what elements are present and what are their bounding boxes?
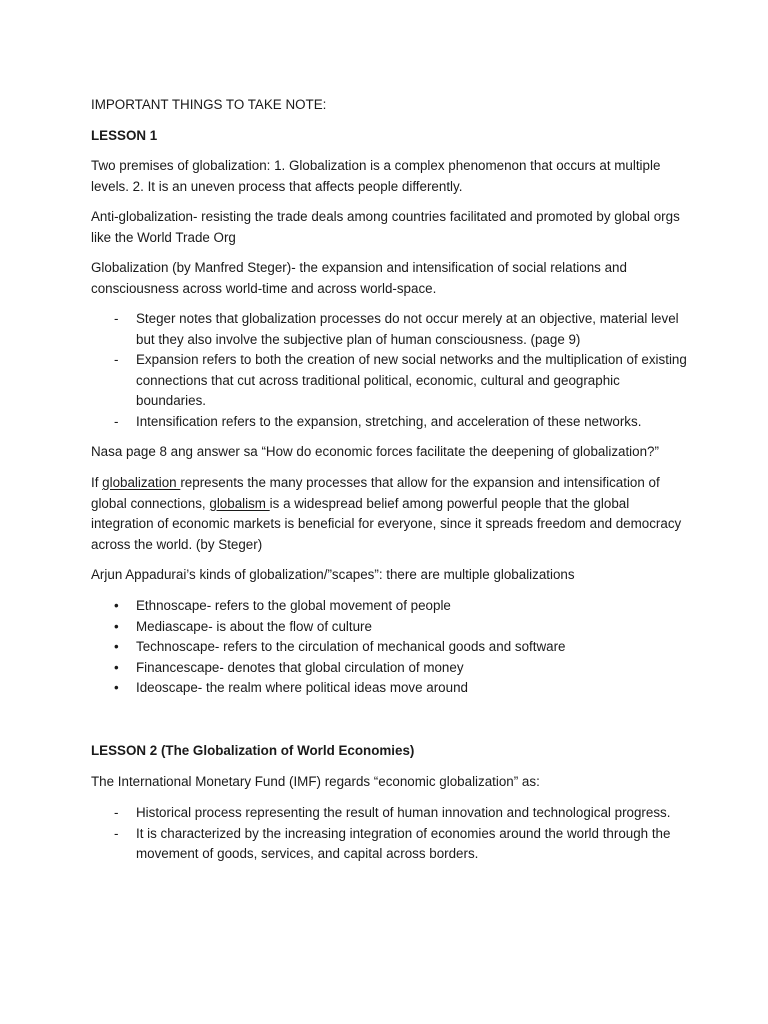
text-run: is a widespread belief among powerful people that the global integration of economic markets is beneficial for everyone, since it spreads freedom and democracy across the world. (by Steger) bbox=[91, 495, 682, 552]
steger-definition-paragraph: Globalization (by Manfred Steger)- the expansion and intensification of social relations and consciousness across world-time and across world-space. bbox=[91, 260, 627, 296]
list-item bbox=[91, 803, 691, 824]
text-run: represents the many processes that allow for the expansion and intensification of global connections, bbox=[91, 475, 660, 511]
list-item bbox=[91, 350, 691, 412]
lesson-1-heading: LESSON 1 bbox=[91, 128, 158, 143]
list-item-text: Ideoscape- the realm where political ideas move around bbox=[136, 680, 468, 695]
list-item bbox=[91, 617, 691, 638]
lesson-2-heading: LESSON 2 (The Globalization of World Economies) bbox=[91, 743, 415, 758]
list-item-text: Technoscape- refers to the circulation of mechanical goods and software bbox=[136, 639, 566, 654]
imf-paragraph: The International Monetary Fund (IMF) regards “economic globalization” as: bbox=[91, 774, 540, 789]
bullet-marker: • bbox=[114, 680, 119, 695]
list-item bbox=[91, 637, 691, 658]
list-item-text: It is characterized by the increasing integration of economies around the world through the movement of goods, services, and capital across borders. bbox=[136, 825, 671, 861]
list-item bbox=[91, 678, 691, 699]
anti-globalization-paragraph: Anti-globalization- resisting the trade deals among countries facilitated and promoted by global orgs like the World Trade Org bbox=[91, 209, 680, 245]
dash-marker: - bbox=[114, 352, 119, 367]
underlined-term-globalism: globalism bbox=[209, 495, 270, 511]
list-item bbox=[91, 596, 691, 617]
list-item bbox=[91, 412, 691, 433]
bullet-marker: • bbox=[114, 598, 119, 613]
list-item-text: Intensification refers to the expansion, stretching, and acceleration of these networks. bbox=[136, 413, 642, 429]
underlined-term-globalization: globalization bbox=[102, 475, 181, 490]
dash-marker: - bbox=[114, 311, 119, 326]
bullet-marker: • bbox=[114, 639, 119, 654]
text-run: If bbox=[91, 475, 103, 490]
list-item bbox=[91, 309, 691, 350]
list-item-text: Historical process representing the result of human innovation and technological progress. bbox=[136, 805, 671, 820]
list-item bbox=[91, 658, 691, 679]
list-item-text: Ethnoscape- refers to the global movement of people bbox=[136, 598, 451, 613]
list-item-text: Steger notes that globalization processes do not occur merely at an objective, material level but they also involve the subjective plan of human consciousness. (page 9) bbox=[136, 311, 679, 347]
list-item bbox=[91, 824, 691, 865]
list-item-text: Mediascape- is about the flow of culture bbox=[136, 618, 372, 634]
globalism-paragraph bbox=[91, 473, 691, 555]
dash-marker: - bbox=[114, 805, 119, 820]
steger-notes-list bbox=[91, 309, 691, 432]
nasa-paragraph: Nasa page 8 ang answer sa “How do economic forces facilitate the deepening of globalization?” bbox=[91, 444, 659, 459]
list-item-text: Financescape- denotes that global circulation of money bbox=[136, 659, 464, 675]
dash-marker: - bbox=[114, 413, 119, 429]
doc-heading: IMPORTANT THINGS TO TAKE NOTE: bbox=[91, 97, 327, 112]
scapes-list bbox=[91, 596, 691, 699]
list-item-text: Expansion refers to both the creation of new social networks and the multiplication of existing connections that cut across traditional political, economic, cultural and geographic boundaries. bbox=[136, 352, 687, 408]
appadurai-paragraph: Arjun Appadurai’s kinds of globalization/”scapes”: there are multiple globalizations bbox=[91, 567, 575, 582]
bullet-marker: • bbox=[114, 659, 119, 675]
imf-points-list bbox=[91, 803, 691, 865]
bullet-marker: • bbox=[114, 618, 119, 634]
premises-paragraph: Two premises of globalization: 1. Globalization is a complex phenomenon that occurs at multiple levels. 2. It is an uneven process that affects people differently. bbox=[91, 158, 661, 194]
dash-marker: - bbox=[114, 825, 119, 841]
